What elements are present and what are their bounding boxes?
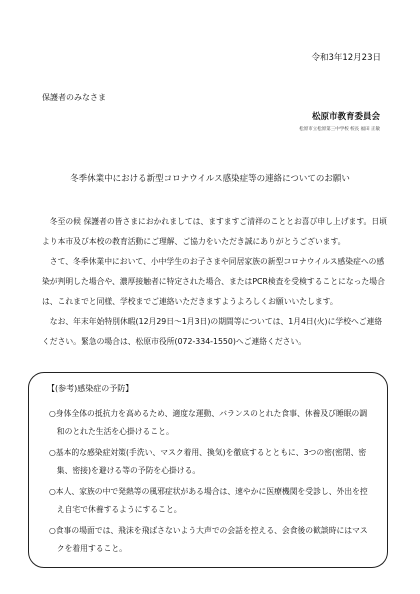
issuer-subtitle: 松原市立松原第三中学校 校長 福田 正敏 [299,127,380,132]
document-body [42,212,387,352]
prevention-list [49,405,374,561]
prevention-box [28,372,388,568]
body-paragraph-request: さて、冬季休業中において、小中学生のお子さまや同居家族の新型コロナウイルス感染症への感染が判明した場合や、濃厚接触者に特定された場合、またはPCR検査を受検することになった場合は、これまでと同様、学校までご連絡いただきますようよろしくお願いいたします。 [42,257,385,306]
body-paragraph-contact: なお、年末年始特別休暇(12月29日～1月3日)の期間等については、1月4日(火)に学校へご連絡ください。緊急の場合は、松原市役所(072-334-1550)へご連絡ください。 [42,317,383,346]
prevention-title: 【(参考)感染症の予防】 [47,384,134,393]
document-date: 令和3年12月23日 [311,53,381,63]
prevention-item: ○身体全体の抵抗力を高めるため、適度な運動、バランスのとれた食事、休養及び睡眠の調和のとれた生活を心掛けること。 [49,409,368,436]
body-paragraph-greeting: 冬至の候 保護者の皆さまにおかれましては、ますますご清祥のこととお喜び申し上げます。日頃より本市及び本校の教育活動にご理解、ご協力をいただき誠にありがとうございます。 [42,217,387,246]
recipient: 保護者のみなさま [42,93,106,102]
prevention-item: ○本人、家族の中で発熱等の風邪症状がある場合は、速やかに医療機関を受診し、外出を控え自宅で休養するようにすること。 [49,487,368,514]
issuer: 松原市教育委員会 [311,112,380,122]
prevention-item: ○食事の場面では、飛沫を飛ばさないよう大声での会話を控える、会食後の歓談時にはマスクを着用すること。 [49,526,368,553]
document-title: 冬季休業中における新型コロナウイルス感染症等の連絡についてのお願い [70,174,350,184]
prevention-item: ○基本的な感染症対策(手洗い、マスク着用、換気)を徹底するとともに、3つの密(密閉、密集、密接)を避ける等の予防を心掛ける。 [49,448,367,475]
